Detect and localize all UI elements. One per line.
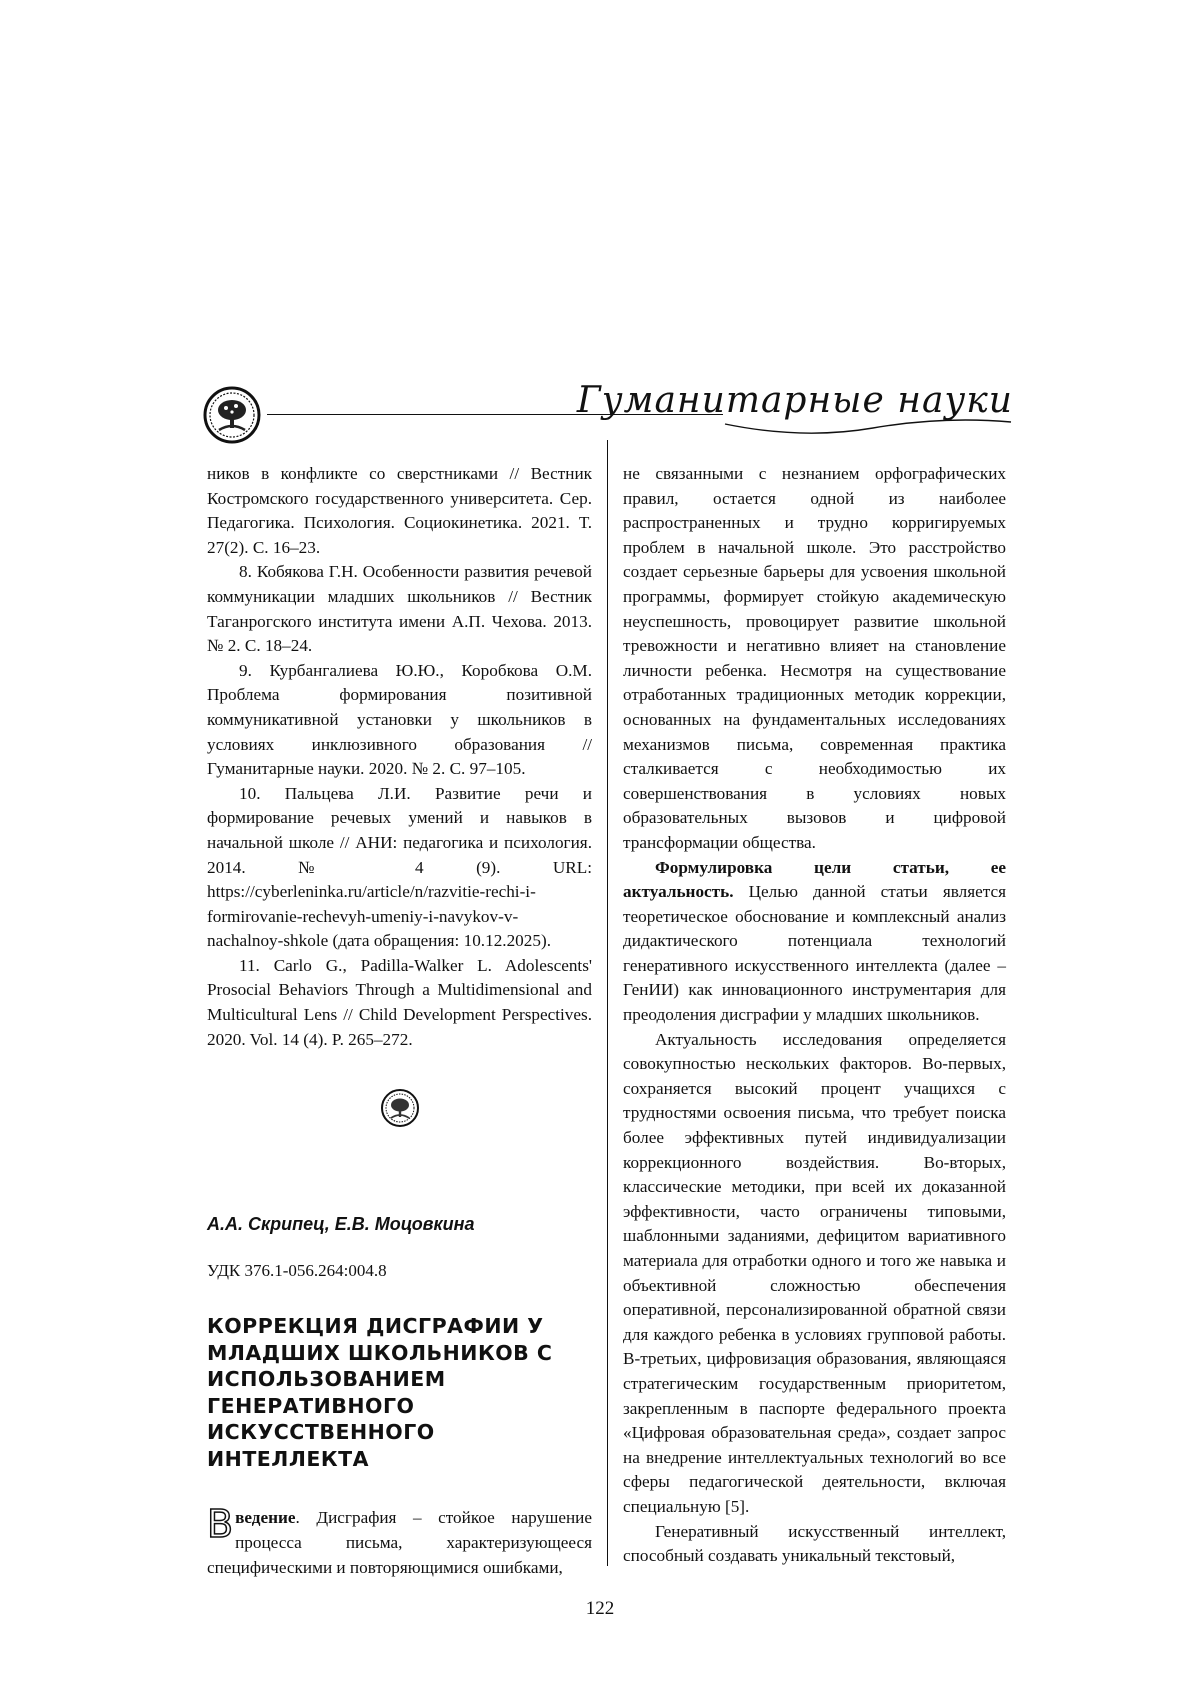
body-paragraph: Генеративный искусственный интеллект, способный создавать уникальный текстовый, [623,1521,1006,1566]
goal-heading: Формулировка цели статьи, ее актуальность. [623,857,1006,902]
section-separator-emblem-icon [380,1088,420,1128]
right-column [623,462,1006,1569]
reference-item: 11. Carlo G., Padilla-Walker L. Adolescents' Prosocial Behaviors Through a Multidimensional and Multicultural Lens // Child Development Perspectives. 2020. Vol. 14 (4). P. 265–272. [207,955,592,1049]
intro-text: . Дисграфия – стойкое нарушение процесса письма, характеризующееся специфическими и повторяющимися ошибками, [207,1508,592,1577]
reference-continued: ников в конфликте со сверстниками // Вестник Костромского государственного университета. Сер. Педагогика. Психология. Социокинетика. 2021. Т. 27(2). С. 16–23. [207,464,592,557]
page-number: 122 [585,1598,615,1619]
reference-item: 8. Кобякова Г.Н. Особенности развития речевой коммуникации младших школьников // Вестник Таганрогского института имени А.П. Чехова. 2013. № 2. С. 18–24. [207,562,592,656]
section-title: Гуманитарные науки [576,380,1013,421]
column-divider [607,440,608,1566]
goal-paragraph [623,856,1006,1028]
tree-emblem-icon [203,386,261,444]
running-header [203,380,1013,440]
udk-code: УДК 376.1-056.264:004.8 [207,1260,387,1280]
dropcap-letter: В [207,1502,234,1547]
flourish-ornament [723,418,1013,448]
intro-paragraph [207,1502,592,1580]
body-paragraph: Актуальность исследования определяется совокупностью нескольких факторов. Во-первых, сохраняется высокий процент учащихся с трудностями освоения письма, что требует поиска более эффективных путей индивидуализации коррекционного воздействия. Во-вторых, классические методики, при всей их доказанной эффективности, часто ограничены типовыми, шаблонными заданиями, дефицитом вариативного материала для отработки одного и того же навыка и объективной сложностью обеспечения оперативной, персонализированной обратной связи для каждого ребенка в условиях групповой работы. В-третьих, цифровизация образования, являющаяся стратегическим государственным приоритетом, закрепленным в паспорте федерального проекта «Цифровая образовательная среда», создает запрос на внедрение интеллектуальных технологий во все сферы педагогической деятельности, включая специальную [5]. [623,1029,1006,1516]
body-paragraph: не связанными с незнанием орфографических правил, остается одной из наиболее распространенных и трудно корригируемых проблем в начальной школе. Это расстройство создает серьезные барьеры для усвоения школьной программы, формирует стойкую академическую неуспешность, провоцирует развитие школьной тревожности и негативно влияет на становление личности ребенка. Несмотря на существование отработанных традиционных методик коррекции, основанных на фундаментальных исследованиях механизмов письма, современная практика сталкивается с необходимостью их совершенствования в условиях новых образовательных вызовов и цифровой трансформации общества. [623,464,1006,852]
reference-item: 9. Курбангалиева Ю.Ю., Коробкова О.М. Проблема формирования позитивной коммуникативной установки у школьников в условиях инклюзивного образования // Гуманитарные науки. 2020. № 2. С. 97–105. [207,660,592,779]
left-column [207,462,592,1580]
article-title: КОРРЕКЦИЯ ДИСГРАФИИ У МЛАДШИХ ШКОЛЬНИКОВ С ИСПОЛЬЗОВАНИЕМ ГЕНЕРАТИВНОГО ИСКУССТВЕННОГО ИНТЕЛЛЕКТА [207,1314,553,1471]
article-authors: А.А. Скрипец, Е.В. Моцовкина [207,1214,475,1235]
goal-text: Целью данной статьи является теоретическое обоснование и комплексный анализ дидактического потенциала технологий генеративного искусственного интеллекта (далее – ГенИИ) как инновационного инструментария для преодоления дисграфии у младших школьников. [623,882,1006,1025]
intro-heading: ведение [235,1508,296,1528]
reference-item: 10. Пальцева Л.И. Развитие речи и формирование речевых умений и навыков в начальной школе // АНИ: педагогика и психология. 2014. № 4 (9). URL: https://cyberleninka.ru/article/n/razvitie-rechi-i-formirovanie-rechevyh-umeniy-i-navykov-v-nachalnoy-shkole (дата обращения: 10.12.2025). [207,783,592,951]
